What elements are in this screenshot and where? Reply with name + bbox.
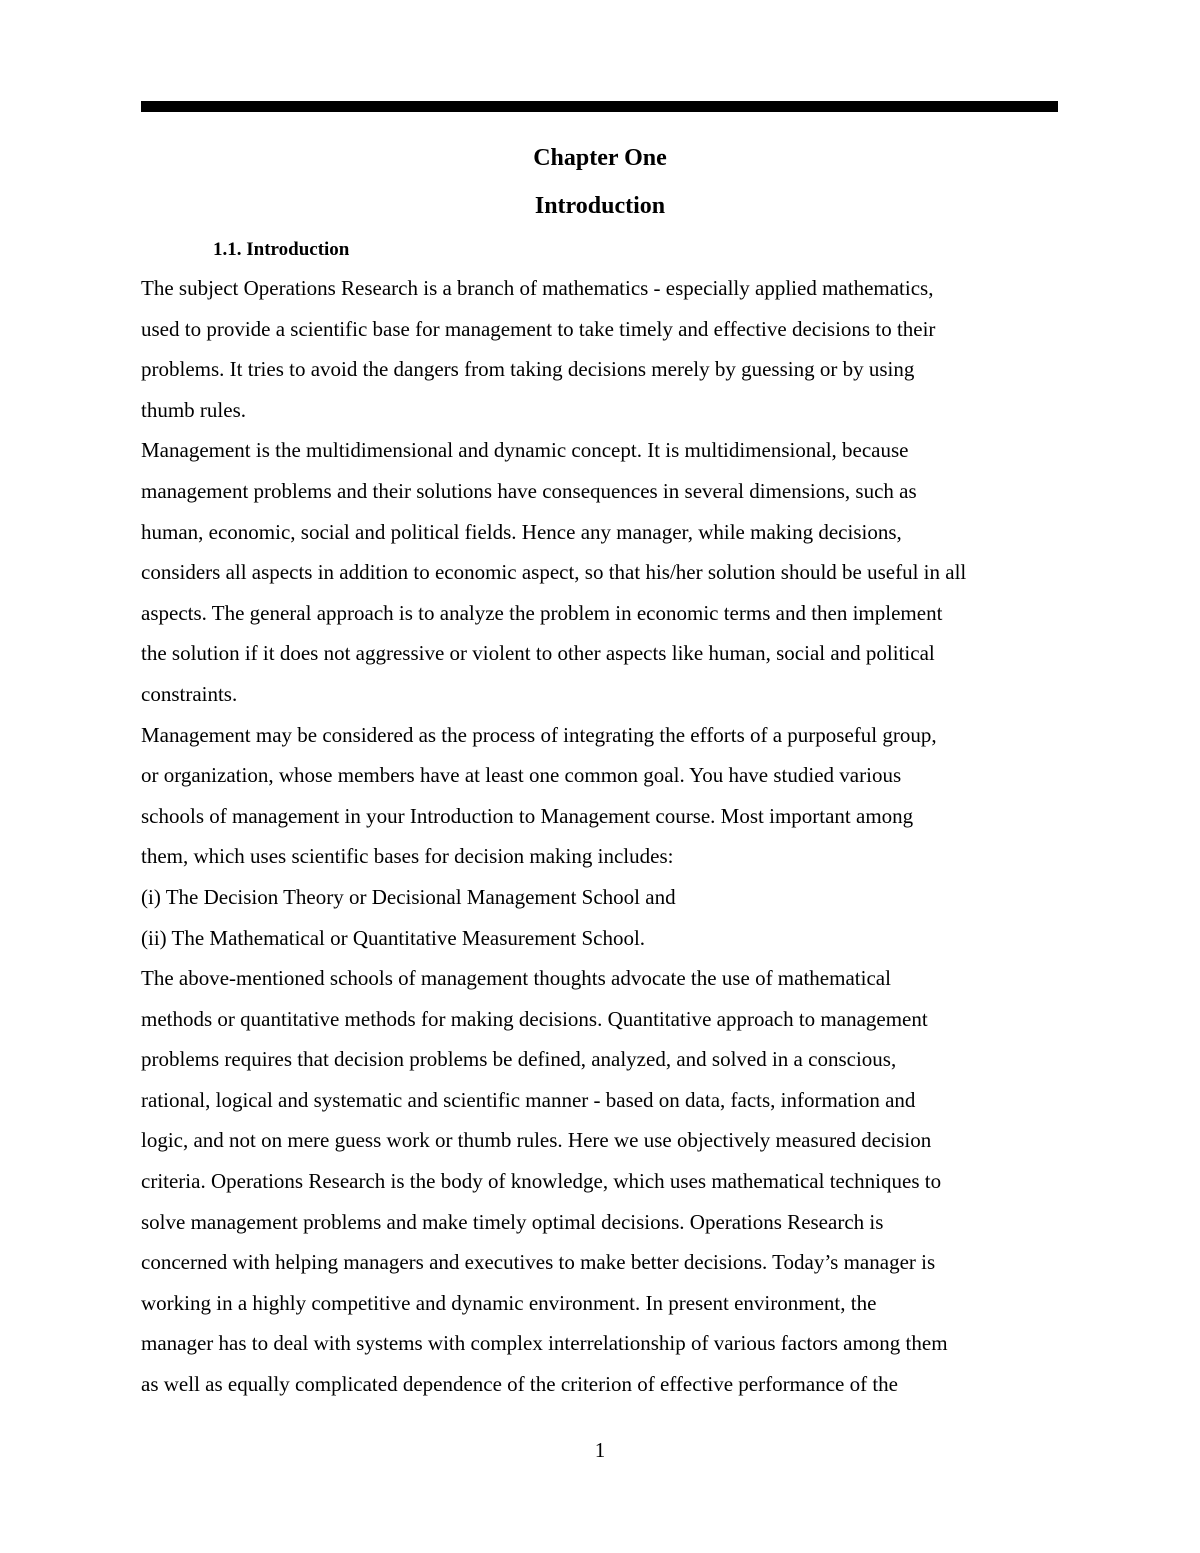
body-line: criteria. Operations Research is the body of knowledge, which uses mathematical techniques to xyxy=(141,1169,942,1194)
body-line: (i) The Decision Theory or Decisional Management School and xyxy=(141,884,676,909)
body-line: them, which uses scientific bases for decision making includes: xyxy=(141,844,674,869)
body-line: considers all aspects in addition to economic aspect, so that his/her solution should be useful in all xyxy=(141,560,967,585)
body-line: (ii) The Mathematical or Quantitative Measurement School. xyxy=(141,925,646,950)
body-line: or organization, whose members have at least one common goal. You have studied various xyxy=(141,763,902,788)
body-line: The above-mentioned schools of management thoughts advocate the use of mathematical xyxy=(141,966,891,991)
body-line: The subject Operations Research is a branch of mathematics - especially applied mathematics, xyxy=(141,276,934,300)
body-line: rational, logical and systematic and scientific manner - based on data, facts, information and xyxy=(141,1087,916,1112)
body-line: logic, and not on mere guess work or thumb rules. Here we use objectively measured decision xyxy=(141,1128,932,1153)
body-line: concerned with helping managers and executives to make better decisions. Today’s manager is xyxy=(141,1250,936,1275)
body-line: problems requires that decision problems be defined, analyzed, and solved in a conscious, xyxy=(141,1047,897,1072)
body-line: working in a highly competitive and dynamic environment. In present environment, the xyxy=(141,1290,877,1315)
body-line: as well as equally complicated dependence of the criterion of effective performance of the xyxy=(141,1372,899,1397)
top-horizontal-rule xyxy=(141,101,1058,112)
body-line: aspects. The general approach is to analyze the problem in economic terms and then implement xyxy=(141,600,943,625)
body-text xyxy=(141,268,1091,1405)
chapter-title: Chapter One xyxy=(533,145,667,171)
body-line: methods or quantitative methods for making decisions. Quantitative approach to management xyxy=(141,1006,928,1031)
body-line: management problems and their solutions have consequences in several dimensions, such as xyxy=(141,478,917,503)
body-line: Management may be considered as the process of integrating the efforts of a purposeful group, xyxy=(141,722,937,747)
body-line: solve management problems and make timely optimal decisions. Operations Research is xyxy=(141,1209,884,1234)
body-line: the solution if it does not aggressive or violent to other aspects like human, social and political xyxy=(141,641,935,666)
section-heading: 1.1. Introduction xyxy=(213,239,350,260)
chapter-subtitle: Introduction xyxy=(534,193,666,219)
body-line: used to provide a scientific base for management to take timely and effective decisions to their xyxy=(141,316,936,341)
body-line: human, economic, social and political fields. Hence any manager, while making decisions, xyxy=(141,519,902,544)
page-number: 1 xyxy=(594,1438,606,1462)
body-line: problems. It tries to avoid the dangers from taking decisions merely by guessing or by using xyxy=(141,357,915,382)
body-line: manager has to deal with systems with complex interrelationship of various factors among them xyxy=(141,1331,948,1356)
body-line: constraints. xyxy=(141,681,238,706)
body-line: Management is the multidimensional and dynamic concept. It is multidimensional, because xyxy=(141,438,909,463)
body-line: schools of management in your Introduction to Management course. Most important among xyxy=(141,803,914,828)
body-line: thumb rules. xyxy=(141,397,246,422)
